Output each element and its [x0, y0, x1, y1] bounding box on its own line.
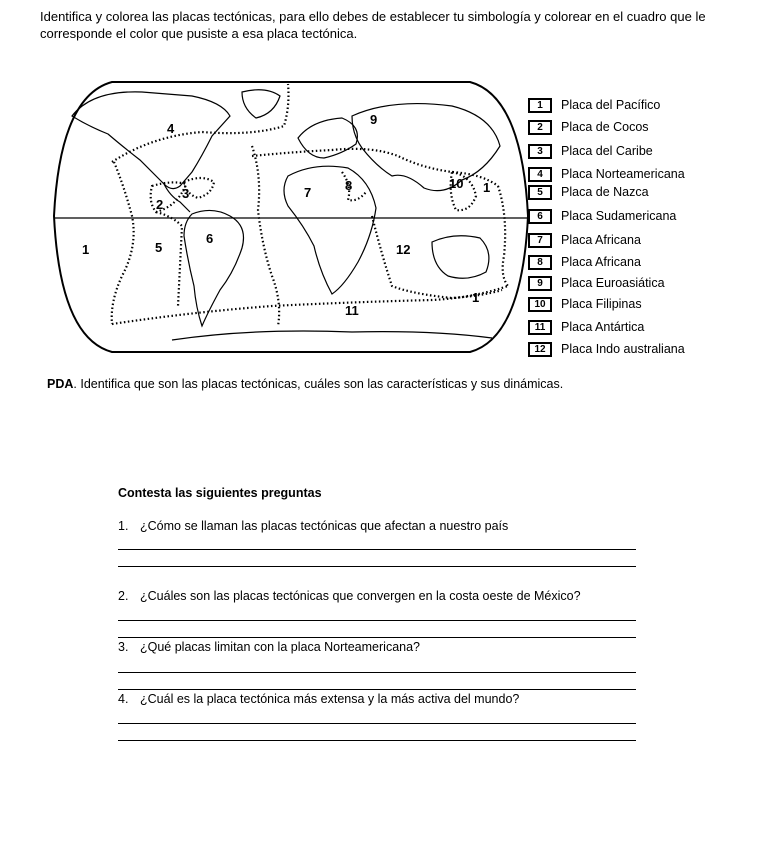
plate-label: 8	[345, 178, 353, 193]
legend-label: Placa Euroasiática	[561, 276, 665, 290]
pda-text: . Identifica que son las placas tectónicas, cuáles son las características y sus dinámicas.	[73, 377, 564, 391]
plate-label: 12	[396, 242, 411, 257]
plate-label: 4	[167, 121, 175, 136]
question-item	[118, 589, 636, 603]
legend-number-box[interactable]: 4	[528, 167, 552, 182]
legend-label: Placa del Caribe	[561, 144, 653, 158]
legend-item	[528, 206, 676, 226]
legend-label: Placa Filipinas	[561, 297, 642, 311]
legend-number-box[interactable]: 5	[528, 185, 552, 200]
legend-label: Placa del Pacífico	[561, 98, 661, 112]
legend-item	[528, 273, 665, 293]
answer-line[interactable]	[118, 723, 636, 724]
plate-label: 9	[370, 112, 378, 127]
legend-label: Placa de Nazca	[561, 185, 649, 199]
answer-line[interactable]	[118, 672, 636, 673]
legend-label: Placa de Cocos	[561, 120, 649, 134]
legend-item	[528, 95, 660, 115]
answer-line[interactable]	[118, 566, 636, 567]
legend-item	[528, 230, 641, 250]
question-number: 3.	[118, 640, 129, 654]
legend-label: Placa Antártica	[561, 320, 645, 334]
answer-line[interactable]	[118, 740, 636, 741]
legend-item	[528, 141, 653, 161]
legend-item	[528, 317, 644, 337]
legend-number-box[interactable]: 12	[528, 342, 552, 357]
plate-label: 6	[206, 231, 214, 246]
legend-item	[528, 117, 649, 137]
legend-item	[528, 164, 685, 184]
legend-item	[528, 339, 685, 359]
question-item	[118, 640, 636, 654]
instructions-text: Identifica y colorea las placas tectónicas, para ello debes de establecer tu simbología y colorear en el cuadro que le corresponde el color que pusiste a esa placa tectónica.	[40, 9, 706, 41]
legend-number-box[interactable]: 3	[528, 144, 552, 159]
answer-line[interactable]	[118, 549, 636, 550]
plate-label: 1	[483, 180, 491, 195]
legend-number-box[interactable]: 10	[528, 297, 552, 312]
tectonic-plates-map	[52, 76, 530, 358]
question-text: ¿Cuáles son las placas tectónicas que convergen en la costa oeste de México?	[140, 589, 581, 603]
pda-label: PDA	[47, 377, 74, 391]
legend-number-box[interactable]: 11	[528, 320, 552, 335]
plate-label: 1	[82, 242, 90, 257]
plate-label: 5	[155, 240, 163, 255]
legend-number-box[interactable]: 6	[528, 209, 552, 224]
legend-label: Placa Norteamericana	[561, 167, 685, 181]
plate-label: 2	[156, 197, 164, 212]
map-outline	[54, 82, 528, 352]
legend-item	[528, 252, 641, 272]
plate-label: 3	[182, 186, 190, 201]
plate-label: 10	[449, 176, 464, 191]
legend-label: Placa Indo australiana	[561, 342, 685, 356]
legend-number-box[interactable]: 7	[528, 233, 552, 248]
legend-number-box[interactable]: 2	[528, 120, 552, 135]
plate-label: 11	[345, 303, 359, 318]
legend-label: Placa Africana	[561, 255, 641, 269]
legend-number-box[interactable]: 8	[528, 255, 552, 270]
question-text: ¿Cuál es la placa tectónica más extensa y la más activa del mundo?	[140, 692, 520, 706]
plate-label: 1	[472, 290, 480, 305]
answer-line[interactable]	[118, 620, 636, 621]
pda-paragraph	[47, 377, 563, 391]
question-number: 4.	[118, 692, 129, 706]
legend-item	[528, 294, 642, 314]
legend-number-box[interactable]: 9	[528, 276, 552, 291]
question-item	[118, 692, 636, 706]
plate-label: 7	[304, 185, 312, 200]
world-map-drawing	[52, 76, 530, 358]
question-number: 2.	[118, 589, 129, 603]
question-text: ¿Qué placas limitan con la placa Norteamericana?	[140, 640, 420, 654]
legend-number-box[interactable]: 1	[528, 98, 552, 113]
question-number: 1.	[118, 519, 129, 533]
question-text: ¿Cómo se llaman las placas tectónicas que afectan a nuestro país	[140, 519, 509, 533]
questions-title: Contesta las siguientes preguntas	[118, 486, 322, 500]
answer-line[interactable]	[118, 637, 636, 638]
legend-label: Placa Sudamericana	[561, 209, 677, 223]
legend-label: Placa Africana	[561, 233, 641, 247]
question-item	[118, 519, 636, 533]
answer-line[interactable]	[118, 689, 636, 690]
legend-item	[528, 182, 649, 202]
